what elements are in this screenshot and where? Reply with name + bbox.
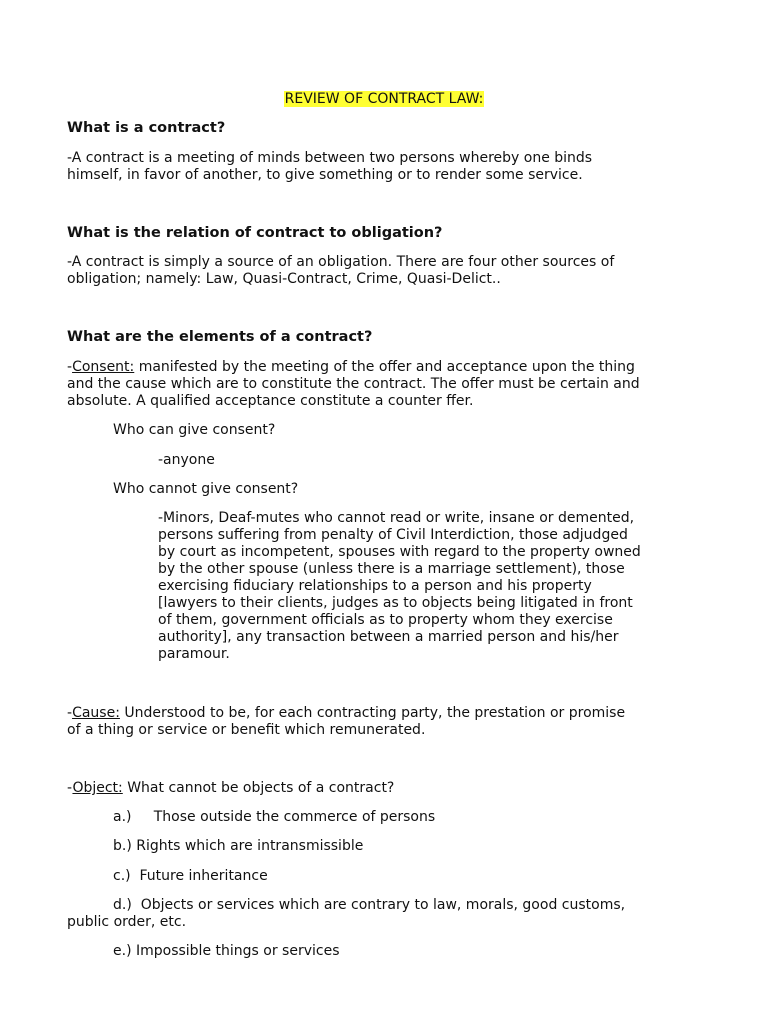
consent-line: absolute. A qualified acceptance constitute a counter ffer. <box>67 393 474 409</box>
answer-line: obligation; namely: Law, Quasi-Contract, Crime, Quasi-Delict.. <box>67 271 501 287</box>
question-heading-contract: What is a contract? <box>67 120 226 136</box>
cannot-consent-line: [lawyers to their clients, judges as to objects being litigated in front <box>158 595 633 611</box>
question-heading-elements: What are the elements of a contract? <box>67 329 373 345</box>
object-item-d: d.) Objects or services which are contrary to law, morals, good customs, <box>113 897 626 913</box>
answer-line: -A contract is a meeting of minds between two persons whereby one binds <box>67 150 593 166</box>
question-heading-relation: What is the relation of contract to obligation? <box>67 225 443 241</box>
cause-line: of a thing or service or benefit which remunerated. <box>67 722 426 738</box>
consent-text: manifested by the meeting of the offer and acceptance upon the thing <box>134 359 635 375</box>
object-item-a: a.) Those outside the commerce of persons <box>113 809 436 825</box>
dash: - <box>67 359 73 375</box>
who-cannot-consent: Who cannot give consent? <box>113 481 299 497</box>
cannot-consent-line: by court as incompetent, spouses with regard to the property owned <box>158 544 641 560</box>
dash: - <box>67 705 73 721</box>
cannot-consent-line: paramour. <box>158 646 230 662</box>
consent-line: and the cause which are to constitute the contract. The offer must be certain and <box>67 376 640 392</box>
answer-line: -A contract is simply a source of an obligation. There are four other sources of <box>67 254 615 270</box>
dash: - <box>67 780 73 796</box>
cannot-consent-line: of them, government officials as to property whom they exercise <box>158 612 613 628</box>
object-term: Object: <box>72 780 123 796</box>
consent-line <box>67 359 635 376</box>
object-line <box>67 780 394 797</box>
cause-line <box>67 705 625 722</box>
cannot-consent-line: -Minors, Deaf-mutes who cannot read or write, insane or demented, <box>158 510 635 526</box>
object-item-c: c.) Future inheritance <box>113 868 268 884</box>
object-item-d-cont: public order, etc. <box>67 914 187 930</box>
consent-term: Consent: <box>72 359 135 375</box>
cause-term: Cause: <box>72 705 120 721</box>
cannot-consent-line: authority], any transaction between a married person and his/her <box>158 629 619 645</box>
object-question: What cannot be objects of a contract? <box>122 780 395 796</box>
object-item-e: e.) Impossible things or services <box>113 943 340 959</box>
document-title <box>0 91 768 108</box>
who-can-consent: Who can give consent? <box>113 422 276 438</box>
cause-text: Understood to be, for each contracting party, the prestation or promise <box>119 705 626 721</box>
title-highlight: REVIEW OF CONTRACT LAW: <box>284 91 484 107</box>
cannot-consent-line: persons suffering from penalty of Civil Interdiction, those adjudged <box>158 527 628 543</box>
object-item-b: b.) Rights which are intransmissible <box>113 838 364 854</box>
cannot-consent-line: exercising fiduciary relationships to a person and his property <box>158 578 592 594</box>
anyone-answer: -anyone <box>158 452 215 468</box>
answer-line: himself, in favor of another, to give something or to render some service. <box>67 167 583 183</box>
cannot-consent-line: by the other spouse (unless there is a marriage settlement), those <box>158 561 625 577</box>
